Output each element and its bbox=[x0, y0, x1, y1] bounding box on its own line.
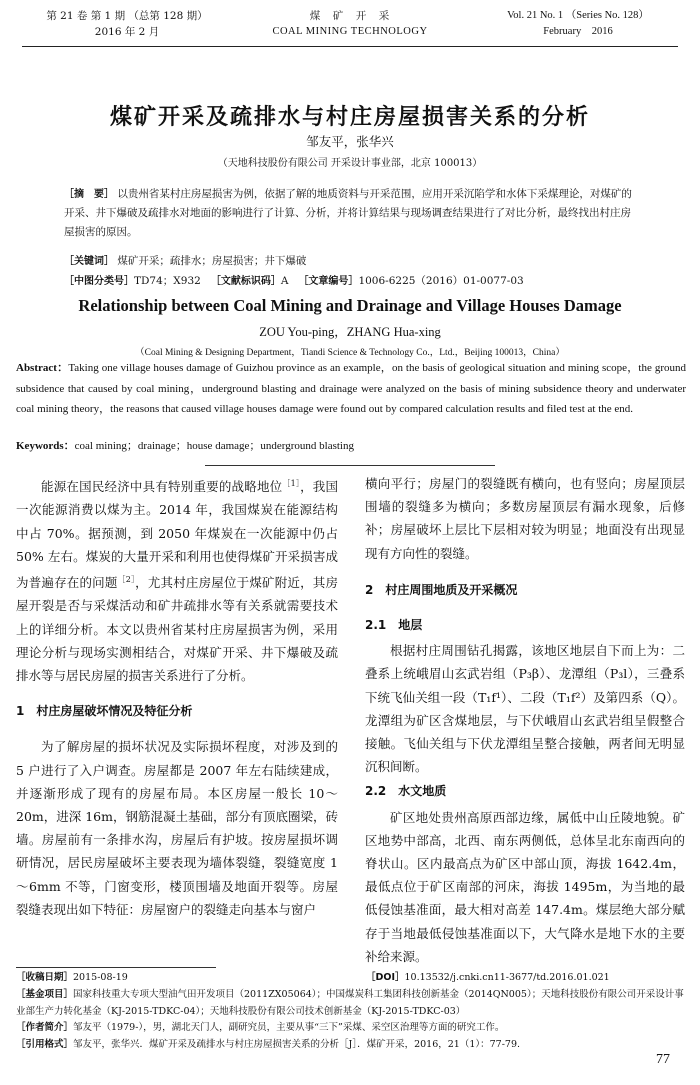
author-list: 邹友平，张华兴 bbox=[306, 134, 394, 149]
reference-2: ［2］ bbox=[117, 574, 136, 584]
section-2-2-paragraph: 矿区地处贵州高原西部边缘，属低中山丘陵地貌。矿区地势中部高，北西、南东两侧低，总体呈北东南西向的脊状山。区内最高点为矿区中部山顶，海拔 1642.4m，最低点位于矿区南部的河床，海拔 1495m，为当地的最低侵蚀基准面，最大相对高差 147.4m。煤层绝大部分赋存于当地最低侵蚀基准面以下，大气降水是地下水的主要补给来源。 bbox=[365, 809, 685, 964]
section-2-heading: 2 村庄周围地质及开采概况 bbox=[365, 582, 518, 597]
article-number-value: 1006-6225（2016）01-0077-03 bbox=[358, 275, 524, 287]
section-1-paragraph: 为了解房屋的损坏状况及实际损坏程度，对涉及到的 5 户进行了入户调查。房屋都是 2007 年左右陆续建成，并逐渐形成了现有的房屋布局。本区房屋一般长 10～20m，进深 16m，钢筋混凝土基础，部分有顶底圈梁，砖墙。房屋前有一条排水沟，房屋后有护坡。按房屋损坏调研情况，居民房屋破坏主要表现为墙体裂缝，裂缝宽度 1～6mm 不等，门窗变形，楼顶围墙及地面开裂等。房屋裂缝表现出如下特征：房屋窗户的裂缝走向基本与窗户 bbox=[16, 739, 338, 917]
fund-text: 国家科技重大专项大型油气田开发项目（2011ZX05064）；中国煤炭科工集团科技创新基金（2014QN005）；天地科技股份有限公司开采设计事业部生产力转化基金（KJ-2015-TDKC-04）；天地科技股份有限公司技术创新基金（KJ-2015-TDKC-03） bbox=[16, 989, 684, 1017]
date-line: 2016 年 2 月 bbox=[94, 26, 160, 38]
english-abstract-text: Taking one village houses damage of Guizhou province as an example，on the basis of geological situation and mining scope，the ground subsidence that caused by coal mining，underground blasting and drainage were analyzed on the basis of mining subsidence theory and underwater coal mining theory，the reasons that caused village houses damage were found out by compared calculation results and filed test at the end. bbox=[16, 362, 686, 415]
section-2-1-paragraph: 根据村庄周围钻孔揭露，该地区地层自下而上为：二叠系上统峨眉山玄武岩组（P₃β）、龙潭组（P₃l），三叠系下统飞仙关组一段（T₁f¹）、二段（T₁f²）及第四系（Q）。龙潭组为矿区含煤地层，与下伏峨眉山玄武岩组呈假整合接触。飞仙关组与下伏龙潭组呈整合接触，两者间无明显沉积间断。 bbox=[365, 643, 685, 775]
abstract-cn bbox=[64, 185, 639, 242]
english-authors: ZOU You-ping，ZHANG Hua-xing bbox=[259, 325, 441, 339]
english-affiliation: （Coal Mining & Designing Department，Tiandi Science & Technology Co.，Ltd.，Beijing 100013，China） bbox=[135, 348, 565, 358]
english-keywords-text: coal mining；drainage；house damage；underground blasting bbox=[74, 440, 354, 452]
volume-line: 第 21 卷 第 1 期 （总第 128 期） bbox=[46, 10, 208, 22]
body-left-column bbox=[16, 472, 338, 921]
body-right-column bbox=[365, 472, 685, 968]
journal-volume-info bbox=[22, 8, 232, 40]
keywords-cn bbox=[64, 252, 639, 271]
journal-name-cn: 煤 矿 开 采 bbox=[309, 10, 391, 22]
citation-label: ［引用格式］ bbox=[16, 1039, 74, 1050]
abstract-text: 以贵州省某村庄房屋损害为例，依据了解的地质资料与开采范围，应用开采沉陷学和水体下采煤理论，对煤矿的开采、井下爆破及疏排水对地面的影响进行了计算、分析，并将计算结果与现场调查结果进行了对比分析，最终找出村庄房屋损害的原因。 bbox=[64, 188, 632, 238]
fund-label: ［基金项目］ bbox=[16, 989, 74, 1000]
affiliation: （天地科技股份有限公司 开采设计事业部，北京 100013） bbox=[217, 158, 483, 169]
section-1-continued: 横向平行；房屋门的裂缝既有横向，也有竖向；房屋顶层围墙的裂缝多为横向；多数房屋顶层有漏水现象，后修补；房屋破坏上层比下层相对较为明显；地面没有出现显现有方向性的裂缝。 bbox=[365, 476, 685, 561]
footnote-received-doi bbox=[16, 970, 686, 987]
doi-value: 10.13532/j.cnki.cn11-3677/td.2016.01.021 bbox=[404, 972, 610, 983]
english-keywords bbox=[16, 438, 686, 454]
english-abstract-label: Abstract： bbox=[16, 362, 69, 374]
keywords-text: 煤矿开采；疏排水；房屋损害；井下爆破 bbox=[117, 255, 307, 267]
intro-paragraph bbox=[16, 472, 338, 687]
received-label: ［收稿日期］ bbox=[16, 972, 74, 983]
english-abstract bbox=[16, 358, 686, 420]
footnote-rule bbox=[16, 967, 216, 968]
volume-en-line: Vol. 21 No. 1 （Series No. 128） bbox=[507, 10, 649, 21]
paper-title: 煤矿开采及疏排水与村庄房屋损害关系的分析 bbox=[109, 104, 590, 130]
clc-value: TD74；X932 bbox=[134, 275, 201, 287]
abstract-divider bbox=[205, 465, 495, 466]
section-2-1-heading: 2.1 地层 bbox=[365, 618, 423, 633]
english-keywords-label: Keywords： bbox=[16, 440, 75, 452]
intro-text-1: 能源在国民经济中具有特别重要的战略地位 bbox=[41, 479, 283, 495]
doc-code-label: ［文献标识码］ bbox=[210, 276, 281, 287]
date-en-line: February 2016 bbox=[543, 26, 613, 37]
doi-label: ［DOI］ bbox=[366, 972, 405, 983]
citation-text: 邹友平，张华兴．煤矿开采及疏排水与村庄房屋损害关系的分析［J］．煤矿开采，2016，21（1）：77-79. bbox=[73, 1039, 521, 1050]
page-number: 77 bbox=[656, 1052, 670, 1067]
footnote-author bbox=[16, 1020, 686, 1037]
reference-1: ［1］ bbox=[282, 479, 301, 488]
journal-name-en: COAL MINING TECHNOLOGY bbox=[272, 26, 428, 37]
author-bio-label: ［作者简介］ bbox=[16, 1022, 74, 1033]
journal-volume-en bbox=[478, 8, 678, 40]
section-1-heading: 1 村庄房屋破坏情况及特征分析 bbox=[16, 704, 193, 719]
clc-label: ［中图分类号］ bbox=[64, 276, 134, 287]
header-rule bbox=[22, 46, 678, 47]
abstract-label: ［摘 要］ bbox=[64, 189, 114, 200]
article-number-label: ［文章编号］ bbox=[298, 276, 359, 287]
footnote-fund bbox=[16, 987, 686, 1020]
doc-code-value: A bbox=[280, 275, 289, 287]
intro-text-2: ，我国一次能源消费以煤为主。2014 年，我国煤炭在能源结构中占 70%。据预测，到 2050 年煤炭在一次能源中仍占 50% 左右。煤炭的大量开采和利用也使得煤矿开采损害成为普遍存在的问题 bbox=[16, 479, 338, 591]
author-bio-text: 邹友平（1979-），男，湖北天门人，副研究员，主要从事“三下”采煤、采空区治理等方面的研究工作。 bbox=[73, 1022, 505, 1033]
keywords-label: ［关键词］ bbox=[64, 256, 114, 267]
section-2-2-heading: 2.2 水文地质 bbox=[365, 784, 447, 799]
footnote-citation bbox=[16, 1037, 686, 1054]
received-date: 2015-08-19 bbox=[73, 972, 128, 983]
doi-group bbox=[366, 970, 610, 987]
intro-text-3: ，尤其村庄房屋位于煤矿附近，其房屋开裂是否与采煤活动和矿井疏排水等有关系就需要技术上的详细分析。本文以贵州省某村庄房屋损害为例，采用理论分析与现场实测相结合，对煤矿开采、井下爆破及疏排水等与居民房屋的损害关系进行了分析。 bbox=[16, 575, 338, 683]
classification-line bbox=[64, 272, 639, 291]
journal-name bbox=[250, 8, 450, 40]
english-title: Relationship between Coal Mining and Drainage and Village Houses Damage bbox=[78, 296, 622, 315]
